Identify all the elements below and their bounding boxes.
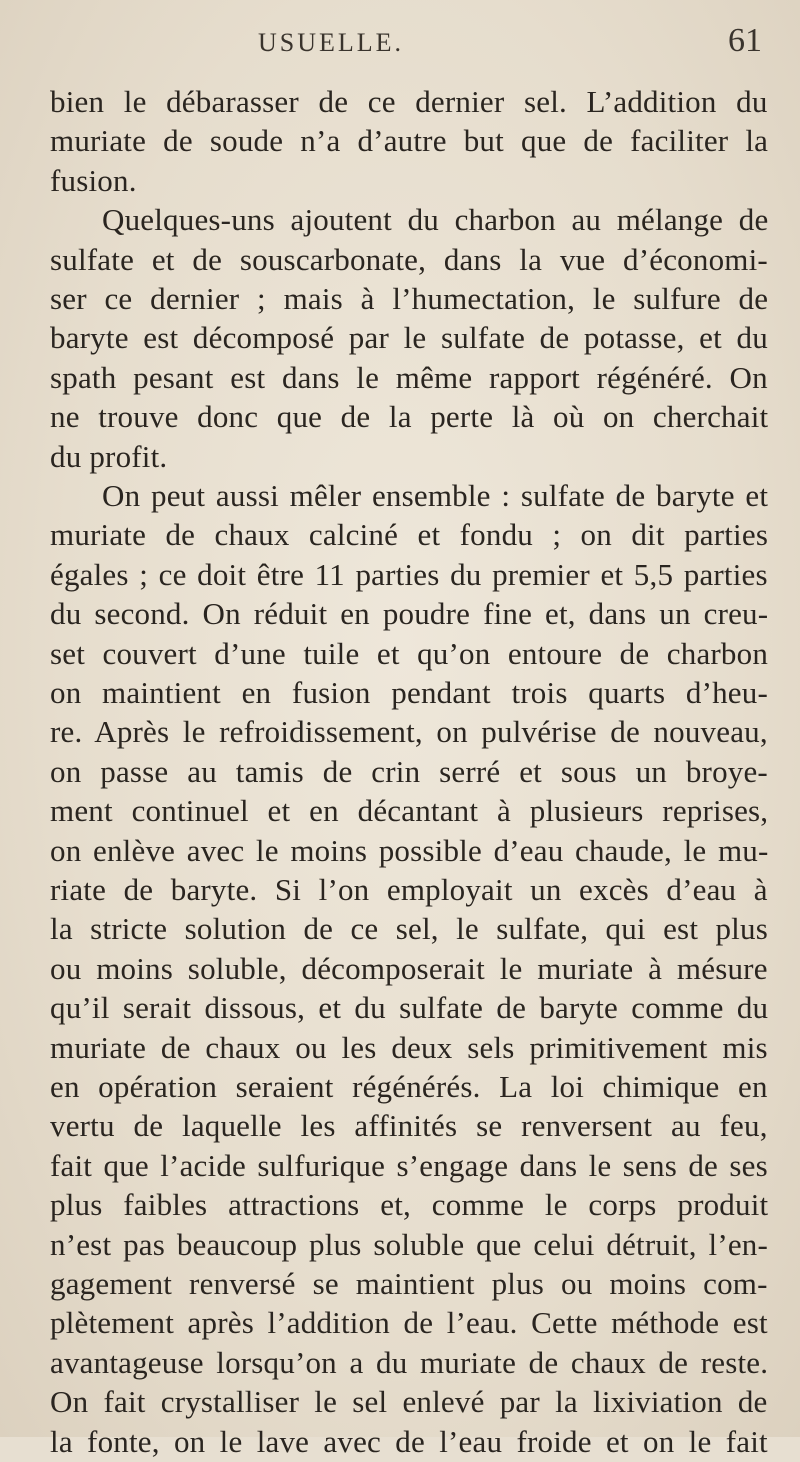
running-header (0, 22, 800, 68)
text-line: ne trouve donc que de la perte là où on cherchait (50, 399, 769, 434)
text-line: ou moins soluble, décomposerait le muriate à mésure (50, 951, 768, 986)
text-line: qu’il serait dissous, et du sulfate de baryte comme du (50, 990, 769, 1025)
text-line: muriate de chaux ou les deux sels primitivement mis (50, 1030, 768, 1065)
text-line: égales ; ce doit être 11 parties du premier et 5,5 parties (50, 557, 768, 592)
text-line: du profit. (50, 439, 168, 474)
text-line: la stricte solution de ce sel, le sulfate, qui est plus (50, 911, 768, 946)
text-line: On peut aussi mêler ensemble : sulfate de baryte et (102, 478, 769, 513)
running-title: USUELLE. (258, 28, 405, 57)
text-line: re. Après le refroidissement, on pulvérise de nouveau, (50, 714, 768, 749)
text-line: du second. On réduit en poudre fine et, dans un creu- (50, 596, 769, 631)
text-line: on passe au tamis de crin serré et sous un broye- (50, 754, 768, 789)
text-line: ment continuel et en décantant à plusieurs reprises, (50, 793, 769, 828)
text-line: ser ce dernier ; mais à l’humectation, le sulfure de (50, 281, 769, 316)
text-line: la fonte, on le lave avec de l’eau froide et on le fait (50, 1424, 768, 1459)
text-line: spath pesant est dans le même rapport régénéré. On (50, 360, 768, 395)
text-line: gagement renversé se maintient plus ou moins com- (50, 1266, 768, 1301)
text-line: On fait crystalliser le sel enlevé par la lixiviation de (50, 1384, 768, 1419)
text-line: on maintient en fusion pendant trois quarts d’heu- (50, 675, 768, 710)
text-line: sulfate et de souscarbonate, dans la vue d’économi- (50, 242, 768, 277)
text-line: n’est pas beaucoup plus soluble que celui détruit, l’en- (50, 1227, 769, 1262)
text-line: plus faibles attractions et, comme le corps produit (50, 1187, 769, 1222)
text-line: plètement après l’addition de l’eau. Cette méthode est (50, 1305, 768, 1340)
text-line: vertu de laquelle les affinités se renversent au feu, (50, 1108, 768, 1143)
text-line: en opération seraient régénérés. La loi chimique en (50, 1069, 768, 1104)
text-line: fusion. (50, 163, 137, 198)
text-line: muriate de chaux calciné et fondu ; on dit parties (50, 517, 769, 552)
text-line: Quelques-uns ajoutent du charbon au mélange de (102, 202, 769, 237)
text-line: fait que l’acide sulfurique s’engage dans le sens de ses (50, 1148, 768, 1183)
page-number: 61 (728, 22, 762, 59)
text-line: avantageuse lorsqu’on a du muriate de chaux de reste. (50, 1345, 769, 1380)
text-line: muriate de soude n’a d’autre but que de faciliter la (50, 123, 769, 158)
text-line: set couvert d’une tuile et qu’on entoure de charbon (50, 636, 769, 671)
text-line: riate de baryte. Si l’on employait un excès d’eau à (50, 872, 768, 907)
text-line: baryte est décomposé par le sulfate de potasse, et du (50, 320, 768, 355)
text-line: on enlève avec le moins possible d’eau chaude, le mu- (50, 833, 769, 868)
text-line: bien le débarasser de ce dernier sel. L’addition du (50, 84, 768, 119)
